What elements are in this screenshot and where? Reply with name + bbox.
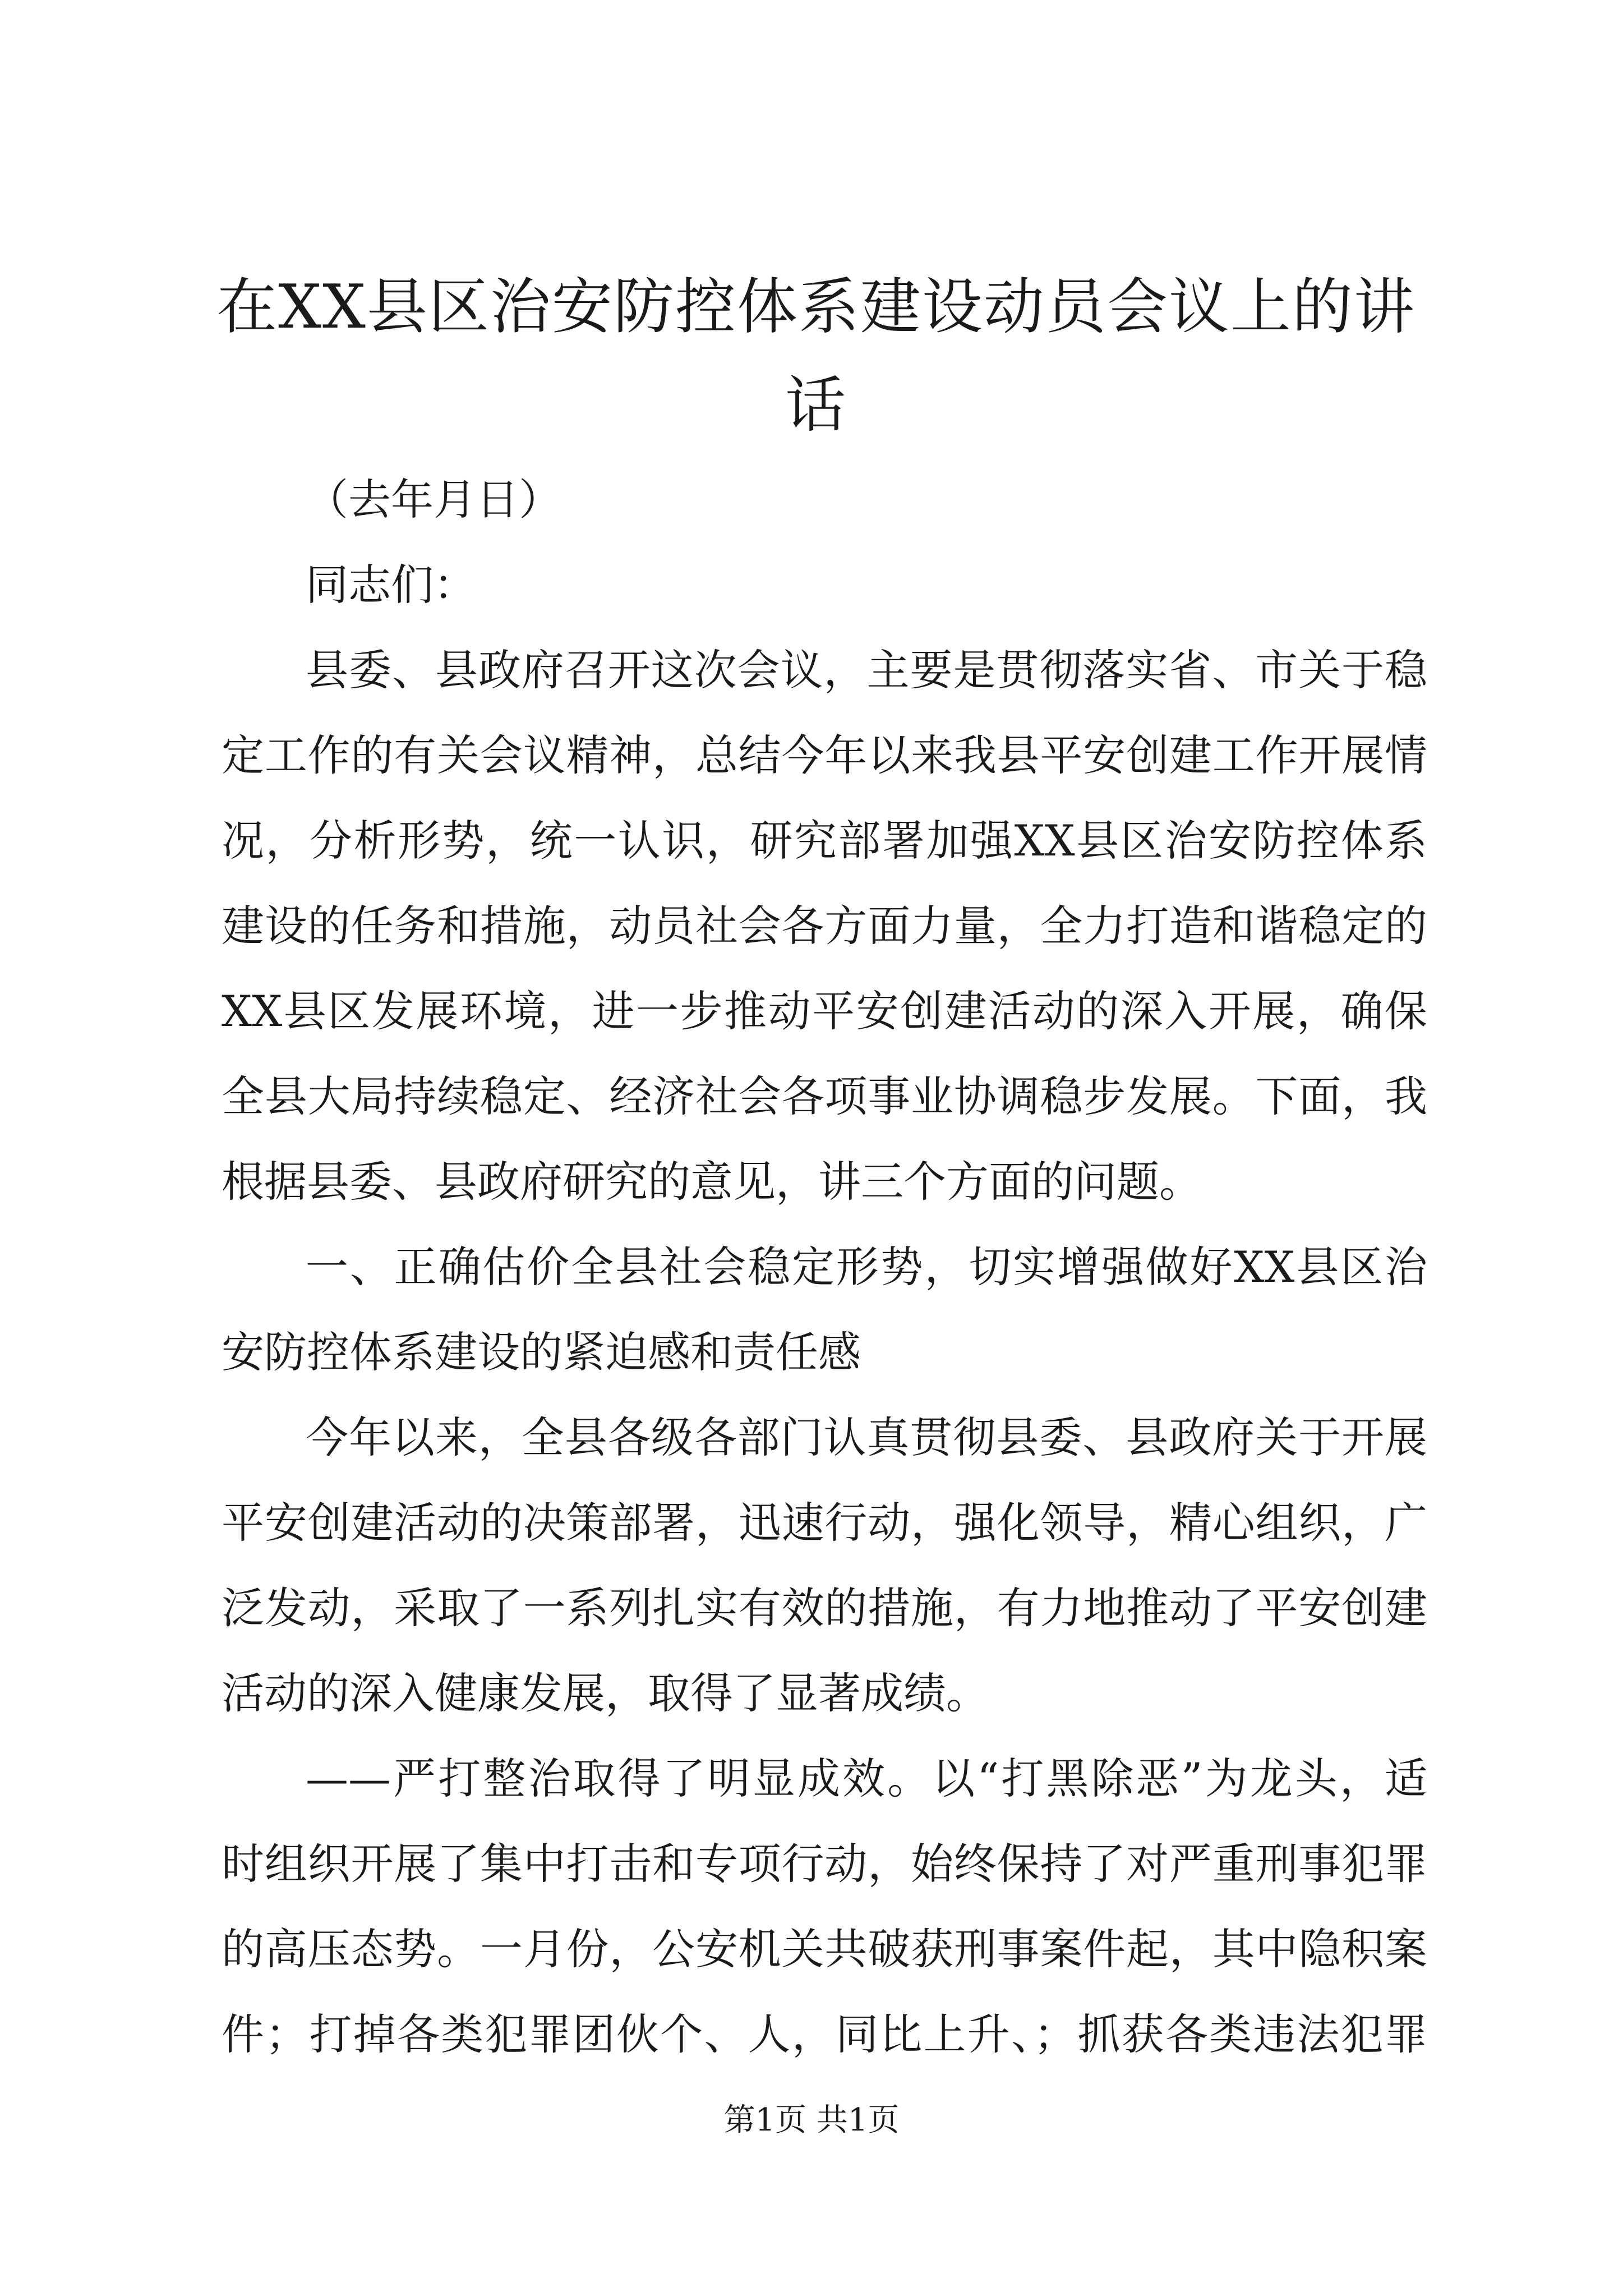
text-line: 今年以来，全县各级各部门认真贯彻县委、县政府关于开展 — [306, 1412, 1427, 1462]
text-line: 全县大局持续稳定、经济社会各项事业协调稳步发展。下面，我 — [222, 1071, 1427, 1121]
document-body — [222, 457, 1427, 2077]
title-line-1: 在XX县区治安防控体系建设动员会议上的讲 — [216, 272, 1415, 342]
text-line: 根据县委、县政府研究的意见，讲三个方面的问题。 — [222, 1157, 1202, 1207]
speech-date: （去年月日） — [306, 475, 561, 524]
text-line: 安防控体系建设的紧迫感和责任感 — [222, 1327, 861, 1377]
text-line: 泛发动，采取了一系列扎实有效的措施，有力地推动了平安创建 — [222, 1583, 1427, 1633]
text-line: 活动的深入健康发展，取得了显著成绩。 — [222, 1668, 989, 1718]
title-line-2: 话 — [785, 370, 847, 440]
text-line: 件；打掉各类犯罪团伙个、人，同比上升、；抓获各类违法犯罪 — [222, 2009, 1427, 2059]
greeting: 同志们： — [306, 560, 476, 610]
text-line: 县委、县政府召开这次会议，主要是贯彻落实省、市关于稳 — [306, 645, 1427, 695]
document-title — [213, 258, 1419, 454]
text-line: 定工作的有关会议精神，总结今年以来我县平安创建工作开展情 — [222, 730, 1427, 780]
text-line: 建设的任务和措施，动员社会各方面力量，全力打造和谐稳定的 — [222, 901, 1427, 951]
text-line: 的高压态势。一月份，公安机关共破获刑事案件起，其中隐积案 — [222, 1924, 1427, 1974]
text-line: 时组织开展了集中打击和专项行动，始终保持了对严重刑事犯罪 — [222, 1839, 1427, 1889]
text-line: XX县区发展环境，进一步推动平安创建活动的深入开展，确保 — [222, 986, 1427, 1036]
text-line: 一、正确估价全县社会稳定形势，切实增强做好XX县区治 — [306, 1242, 1427, 1292]
text-line: 况，分析形势，统一认识，研究部署加强XX县区治安防控体系 — [222, 816, 1427, 866]
text-line: 平安创建活动的决策部署，迅速行动，强化领导，精心组织，广 — [222, 1498, 1427, 1548]
page-footer: 第1页 共1页 — [723, 2102, 900, 2138]
text-line: ——严打整治取得了明显成效。以“打黑除恶”为龙头，适 — [306, 1754, 1427, 1803]
paragraph-lines — [222, 628, 1427, 2077]
